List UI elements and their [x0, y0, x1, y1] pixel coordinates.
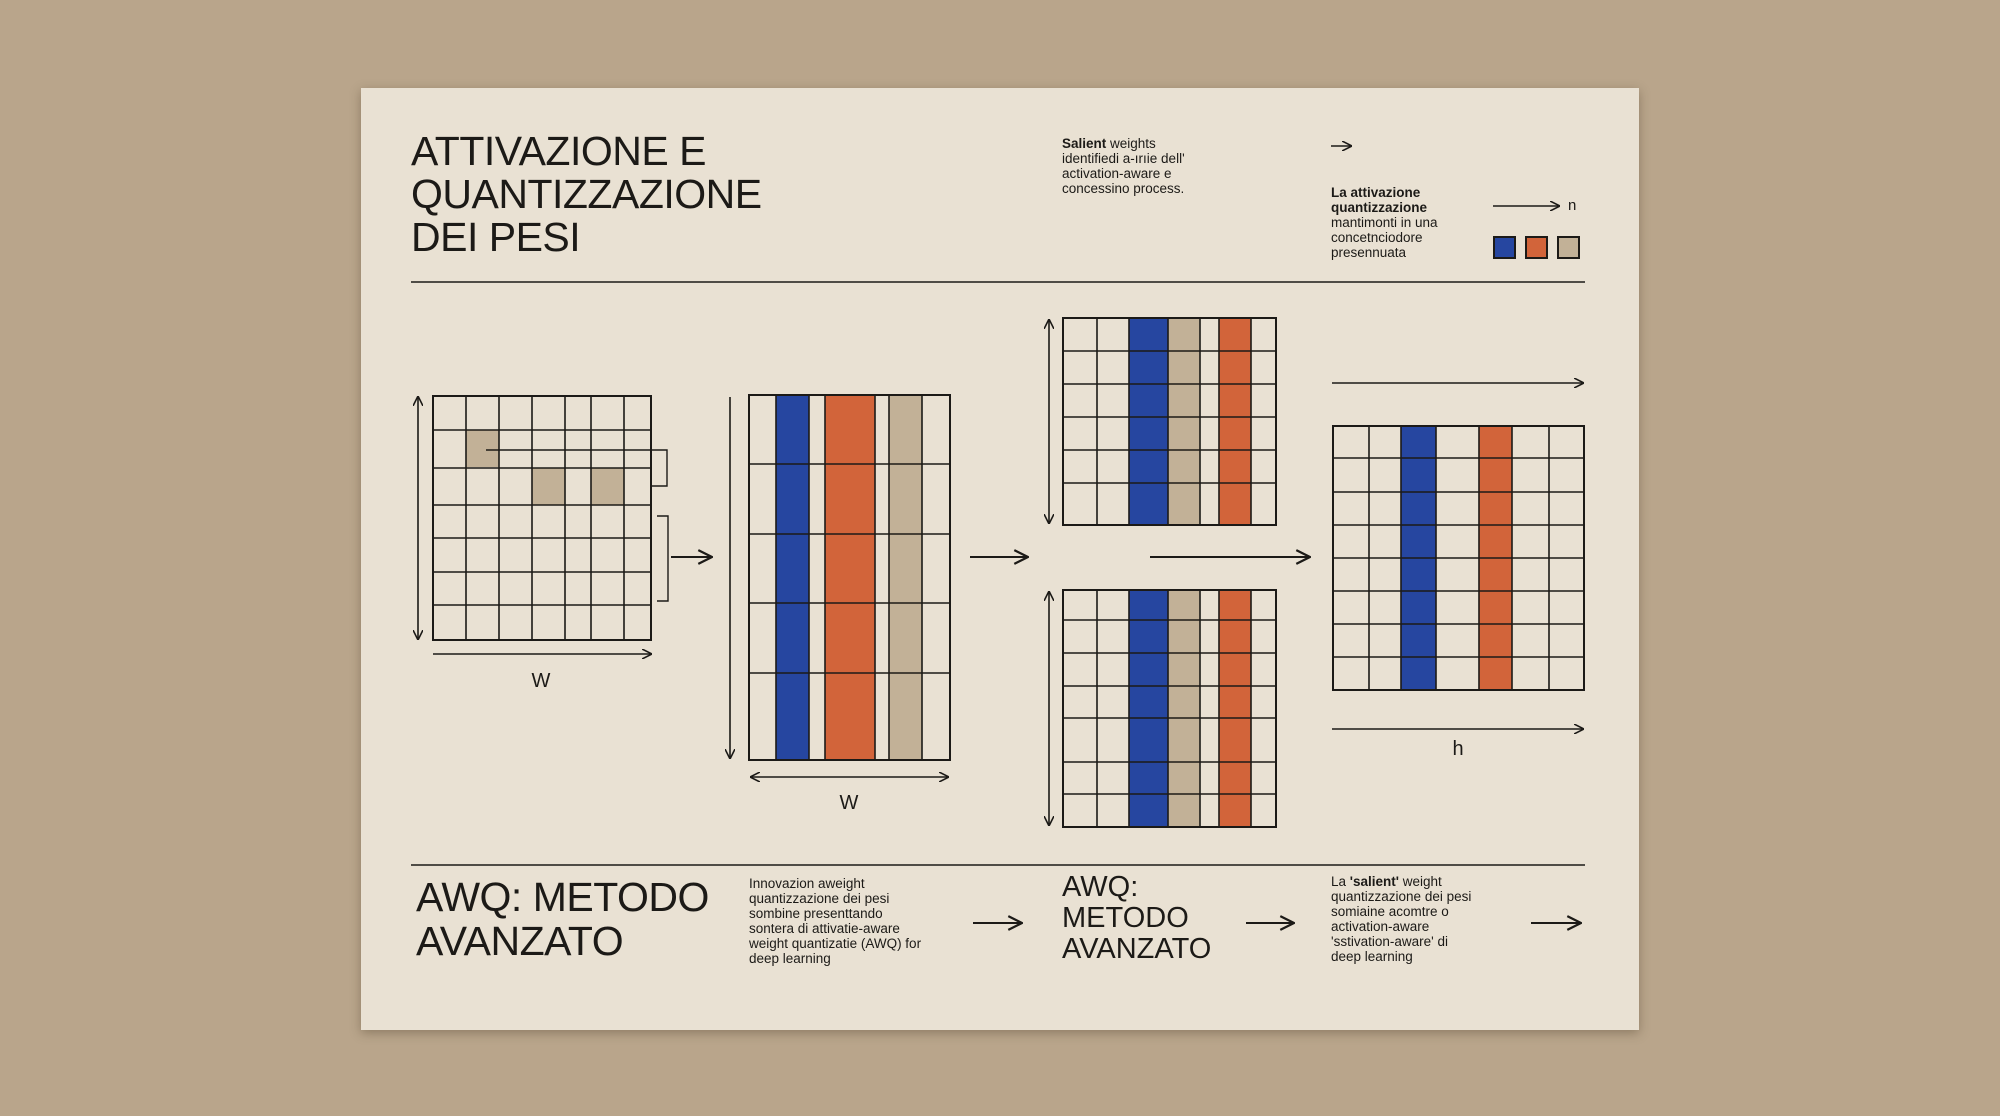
title-line: ATTIVAZIONE E — [411, 128, 706, 174]
footer-mid-title-line: AWQ: — [1062, 871, 1139, 903]
poster — [361, 88, 1639, 1030]
salient-note-line: identifiedi a-ırıie dell' — [1062, 151, 1185, 166]
desc-line: deep learning — [749, 951, 831, 966]
salient-column-orange — [1219, 590, 1251, 827]
desc-line: quantizzazione dei pesi — [1331, 889, 1472, 904]
desc-line: sontera di attivatie-aware — [749, 921, 900, 936]
legend-arrow-label: n — [1568, 197, 1577, 214]
salient-column-blue — [776, 395, 809, 760]
desc-line: deep learning — [1331, 949, 1413, 964]
salient-column-blue — [1129, 318, 1168, 525]
footer-main-title-line: AVANZATO — [416, 918, 624, 964]
salient-cell — [466, 430, 499, 467]
legend-bold-line: La attivazione — [1331, 185, 1421, 200]
salient-column-tan — [1168, 590, 1200, 827]
footer-mid-title-line: METODO — [1062, 902, 1189, 934]
footer-main-title — [416, 875, 736, 963]
salient-bold: Salient — [1062, 136, 1107, 151]
salient-column-blue — [1129, 590, 1168, 827]
salient-cell — [532, 468, 565, 505]
footer-description-2 — [1331, 874, 1511, 964]
axis-label-w-small: W — [531, 670, 551, 692]
footer-mid-title-line: AVANZATO — [1062, 933, 1212, 965]
desc-line: activation-aware — [1331, 919, 1430, 934]
desc-line: quantizzazione dei pesi — [749, 891, 890, 906]
salient-column-tan — [1168, 318, 1200, 525]
desc-line: weight quantizatie (AWQ) for — [749, 936, 922, 951]
salient-rest: weights — [1106, 136, 1156, 151]
axis-label-h: h — [1452, 738, 1464, 760]
legend-line: presennuata — [1331, 245, 1407, 260]
legend-line: mantimonti in una — [1331, 215, 1438, 230]
weight-grid-small — [433, 396, 668, 640]
salient-note-line: activation-aware e — [1062, 166, 1172, 181]
salient-column-orange — [1219, 318, 1251, 525]
desc-line: Innovazion aweight — [749, 876, 865, 891]
desc-line: 'sstivation-aware' di — [1331, 934, 1448, 949]
legend-bold-line: quantizzazione — [1331, 200, 1428, 215]
desc-line — [1331, 874, 1511, 889]
title-line: QUANTIZZAZIONE — [411, 171, 762, 217]
salient-column-tan — [889, 395, 922, 760]
legend-line: concetnciodore — [1331, 230, 1423, 245]
axis-label-w-tall: W — [839, 792, 859, 814]
salient-column-orange — [825, 395, 875, 760]
output-grid — [1333, 426, 1584, 690]
desc-post: weight — [1398, 874, 1442, 889]
footer-mid-title — [1062, 872, 1232, 965]
quantized-grid-top — [1063, 318, 1276, 525]
footer-description-1 — [749, 876, 959, 966]
desc-line: sombine presenttando — [749, 906, 883, 921]
desc-pre: La — [1331, 874, 1350, 889]
weight-grid-tall — [749, 395, 950, 760]
footer-main-title-line: AWQ: METODO — [416, 874, 709, 920]
salient-note-line: concessino process. — [1062, 181, 1185, 196]
salient-cell — [591, 468, 624, 505]
title-line: DEI PESI — [411, 214, 581, 260]
desc-line: somiaine acomtre o — [1331, 904, 1449, 919]
quantized-grid-bottom — [1063, 590, 1276, 827]
desc-bold: 'salient' — [1349, 874, 1399, 889]
